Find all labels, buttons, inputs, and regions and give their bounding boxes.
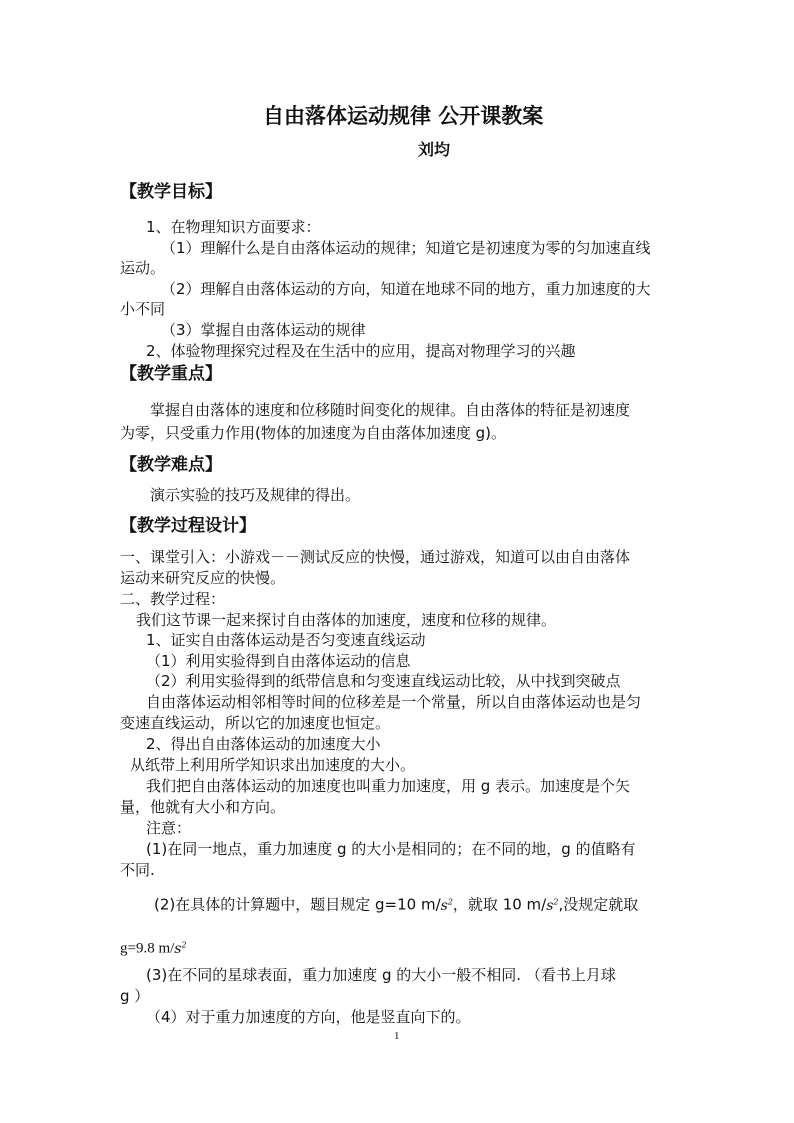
paragraph-line: （2）利用实验得到的纸带信息和匀变速直线运动比较，从中找到突破点 (146, 672, 621, 690)
paragraph-line: 小不同 (120, 300, 166, 318)
paragraph-line: 不同. (120, 861, 155, 879)
paragraph-line: （3）掌握自由落体运动的规律 (161, 321, 366, 339)
formula-line (120, 935, 187, 959)
paragraph-line: 我们这节课一起来探讨自由落体的加速度，速度和位移的规律。 (136, 611, 557, 629)
paragraph-line: 为零，只受重力作用(物体的加速度为自由落体加速度 g)。 (120, 424, 506, 442)
formula-text: ，就取 10 m/ (452, 895, 547, 914)
paragraph-line: 运动。 (120, 259, 166, 277)
page-title: 自由落体运动规律 公开课教案 (263, 104, 544, 128)
paragraph-line: (1)在同一地点，重力加速度 g 的大小是相同的；在不同的地，g 的值略有 (146, 840, 636, 858)
paragraph-line: 掌握自由落体的速度和位移随时间变化的规律。自由落体的特征是初速度 (150, 401, 631, 419)
formula-line (154, 892, 638, 916)
paragraph-line: 量，他就有大小和方向。 (120, 798, 286, 816)
formula-text: (2)在具体的计算题中，题目规定 g=10 m/ (154, 895, 441, 914)
page-number: 1 (394, 1030, 400, 1042)
section-heading-difficulties: 【教学难点】 (120, 455, 222, 475)
paragraph-line: 我们把自由落体运动的加速度也叫重力加速度，用 g 表示。加速度是个矢 (146, 777, 631, 795)
paragraph-line: 自由落体运动相邻相等时间的位移差是一个常量，所以自由落体运动也是匀 (146, 693, 642, 711)
formula-text: ,没规定就取 (558, 895, 639, 914)
formula-text: g=9.8 m/ (120, 940, 175, 957)
paragraph-line: 演示实验的技巧及规律的得出。 (150, 486, 361, 504)
section-heading-process: 【教学过程设计】 (120, 516, 256, 536)
unit-symbol: $s^2$ (174, 940, 187, 957)
unit-symbol: $s^2$ (440, 897, 453, 914)
paragraph-line: 运动来研究反应的快慢。 (120, 569, 286, 587)
paragraph-line: （1）理解什么是自由落体运动的规律；知道它是初速度为零的匀加速直线 (161, 239, 651, 257)
paragraph-line: （4）对于重力加速度的方向，他是竖直向下的。 (146, 1008, 471, 1026)
paragraph-line: 从纸带上利用所学知识求出加速度的大小。 (130, 756, 416, 774)
paragraph-line: g ） (120, 987, 150, 1005)
paragraph-line: (3)在不同的星球表面，重力加速度 g 的大小一般不相同. （看书上月球 (146, 966, 616, 984)
section-heading-key-points: 【教学重点】 (120, 364, 222, 384)
paragraph-line: 注意： (146, 819, 192, 837)
paragraph-line: （1）利用实验得到自由落体运动的信息 (146, 652, 411, 670)
paragraph-line: （2）理解自由落体运动的方向，知道在地球不同的地方，重力加速度的大 (161, 280, 651, 298)
paragraph-line: 变速直线运动，所以它的加速度也恒定。 (120, 714, 391, 732)
paragraph-line: 2、得出自由落体运动的加速度大小 (146, 735, 381, 753)
paragraph-line: 1、证实自由落体运动是否匀变速直线运动 (146, 631, 426, 649)
paragraph-line: 1、在物理知识方面要求： (146, 218, 321, 236)
author: 刘均 (418, 140, 451, 159)
section-heading-goals: 【教学目标】 (120, 182, 222, 202)
unit-symbol: $s^2$ (546, 897, 559, 914)
paragraph-line: 二、教学过程： (120, 590, 226, 608)
paragraph-line: 2、体验物理探究过程及在生活中的应用，提高对物理学习的兴趣 (146, 342, 576, 360)
paragraph-line: 一、课堂引入：小游戏－－测试反应的快慢，通过游戏，知道可以由自由落体 (120, 548, 631, 566)
